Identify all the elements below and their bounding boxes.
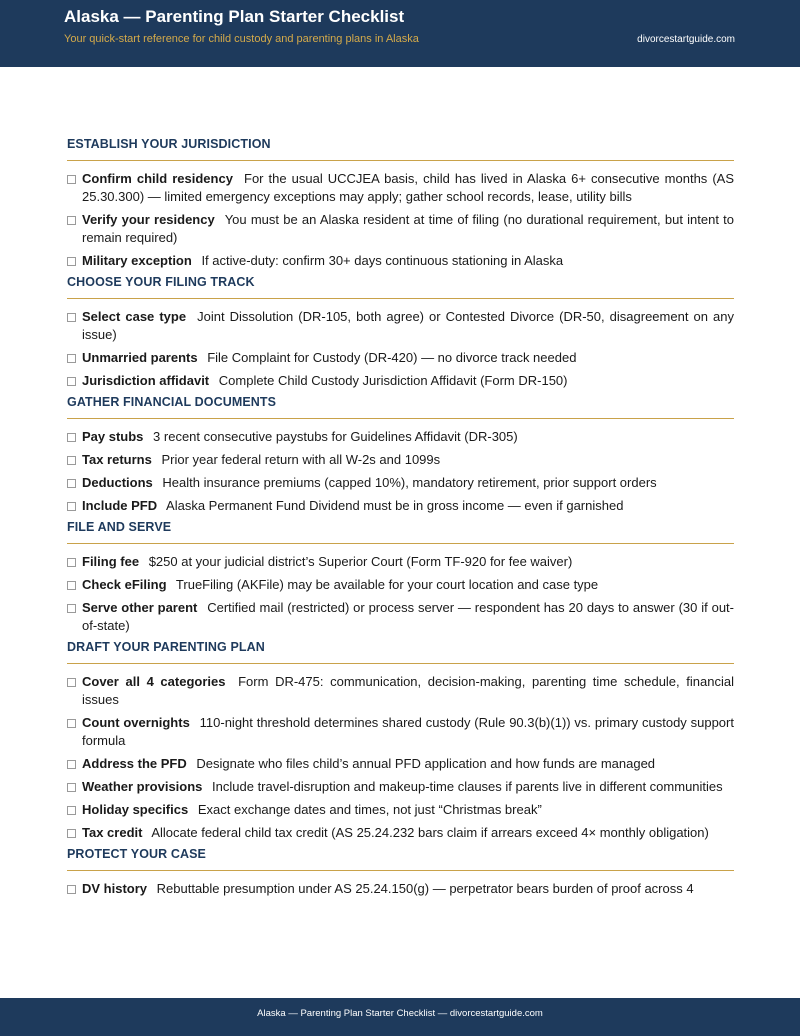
checkbox[interactable]	[67, 354, 76, 363]
item-label: Filing fee	[82, 554, 140, 569]
page-header	[0, 0, 800, 67]
checkbox[interactable]	[67, 479, 76, 488]
item-label: Pay stubs	[82, 429, 144, 444]
section-heading: DRAFT YOUR PARENTING PLAN	[67, 640, 734, 664]
item-text: Designate who files child’s annual PFD application and how funds are managed	[196, 756, 656, 771]
section-heading: ESTABLISH YOUR JURISDICTION	[67, 137, 734, 161]
checklist-content	[67, 137, 734, 975]
checkbox[interactable]	[67, 257, 76, 266]
checklist-item	[67, 801, 734, 819]
checklist-item	[67, 714, 734, 750]
checklist-item	[67, 349, 734, 367]
page-title: Alaska — Parenting Plan Starter Checklist	[64, 7, 405, 26]
checklist-item	[67, 755, 734, 773]
checkbox[interactable]	[67, 581, 76, 590]
item-label: Unmarried parents	[82, 350, 198, 365]
item-text: $250 at your judicial district’s Superior Court (Form TF-920 for fee waiver)	[148, 554, 573, 569]
checkbox[interactable]	[67, 806, 76, 815]
item-label: Weather provisions	[82, 779, 203, 794]
checkbox[interactable]	[67, 885, 76, 894]
checklist-item	[67, 170, 734, 206]
item-label: Jurisdiction affidavit	[82, 373, 210, 388]
item-text: You must be an Alaska resident at time of filing (no durational requirement, but intent to remain required)	[82, 212, 734, 245]
checkbox[interactable]	[67, 216, 76, 225]
item-label: Confirm child residency	[82, 171, 233, 186]
item-label: Deductions	[82, 475, 153, 490]
checklist-item	[67, 824, 734, 842]
checklist-item	[67, 451, 734, 469]
section-draft-parenting-plan	[67, 640, 734, 842]
item-text: If active-duty: confirm 30+ days continuous stationing in Alaska	[201, 253, 564, 268]
checklist-item	[67, 252, 734, 270]
section-heading: CHOOSE YOUR FILING TRACK	[67, 275, 734, 299]
checklist	[67, 673, 734, 842]
item-text: Exact exchange dates and times, not just “Christmas break”	[197, 802, 542, 817]
item-text: Certified mail (restricted) or process server — respondent has 20 days to answer (30 if out-of-state)	[82, 600, 734, 633]
checklist-item	[67, 308, 734, 344]
item-label: Select case type	[82, 309, 187, 324]
section-file-and-serve	[67, 520, 734, 635]
item-text: Alaska Permanent Fund Dividend must be in gross income — even if garnished	[166, 498, 624, 513]
page-footer	[0, 998, 800, 1036]
checkbox[interactable]	[67, 313, 76, 322]
checklist-item	[67, 372, 734, 390]
checkbox[interactable]	[67, 783, 76, 792]
checkbox[interactable]	[67, 719, 76, 728]
checklist	[67, 170, 734, 270]
checklist-item	[67, 474, 734, 492]
checkbox[interactable]	[67, 760, 76, 769]
item-label: Tax credit	[82, 825, 143, 840]
checkbox[interactable]	[67, 558, 76, 567]
checklist-item	[67, 553, 734, 571]
item-text: 3 recent consecutive paystubs for Guidelines Affidavit (DR-305)	[153, 429, 518, 444]
item-text: TrueFiling (AKFile) may be available for your court location and case type	[175, 577, 599, 592]
checklist-item	[67, 778, 734, 796]
section-establish-jurisdiction	[67, 137, 734, 270]
item-text: Complete Child Custody Jurisdiction Affidavit (Form DR-150)	[218, 373, 568, 388]
checklist-item	[67, 211, 734, 247]
checkbox[interactable]	[67, 433, 76, 442]
item-label: Cover all 4 categories	[82, 674, 226, 689]
item-label: Check eFiling	[82, 577, 167, 592]
item-label: Address the PFD	[82, 756, 187, 771]
item-label: Holiday specifics	[82, 802, 189, 817]
item-label: Count overnights	[82, 715, 190, 730]
footer-text: Alaska — Parenting Plan Starter Checklist — divorcestartguide.com	[257, 1008, 543, 1019]
item-label: Include PFD	[82, 498, 158, 513]
item-text: Form DR-475: communication, decision-making, parenting time schedule, financial issues	[82, 674, 734, 707]
checkbox[interactable]	[67, 456, 76, 465]
checklist-item	[67, 880, 734, 898]
checkbox[interactable]	[67, 377, 76, 386]
checklist	[67, 428, 734, 515]
page-subtitle: Your quick-start reference for child custody and parenting plans in Alaska	[64, 33, 419, 45]
item-label: Tax returns	[82, 452, 152, 467]
item-text: Allocate federal child tax credit (AS 25.24.232 bars claim if arrears exceed 4× monthly obligation)	[151, 825, 709, 840]
item-text: Include travel-disruption and makeup-time clauses if parents live in different communities	[212, 779, 723, 794]
item-label: Serve other parent	[82, 600, 198, 615]
item-text: Joint Dissolution (DR-105, both agree) or Contested Divorce (DR-50, disagreement on any issue)	[82, 309, 734, 342]
checklist	[67, 880, 734, 898]
item-text: File Complaint for Custody (DR-420) — no divorce track needed	[207, 350, 577, 365]
checkbox[interactable]	[67, 829, 76, 838]
checkbox[interactable]	[67, 502, 76, 511]
section-protect-your-case	[67, 847, 734, 898]
checklist-item	[67, 599, 734, 635]
item-text: For the usual UCCJEA basis, child has lived in Alaska 6+ consecutive months (AS 25.30.300) — limited emergency exceptions may apply; gather school records, lease, utility bills	[82, 171, 734, 204]
checkbox[interactable]	[67, 604, 76, 613]
section-gather-financial-documents	[67, 395, 734, 515]
item-label: Verify your residency	[82, 212, 215, 227]
item-label: Military exception	[82, 253, 192, 268]
checklist	[67, 308, 734, 390]
item-text: Rebuttable presumption under AS 25.24.150(g) — perpetrator bears burden of proof across 4	[156, 881, 694, 896]
item-text: Health insurance premiums (capped 10%), mandatory retirement, prior support orders	[162, 475, 657, 490]
section-heading: GATHER FINANCIAL DOCUMENTS	[67, 395, 734, 419]
checklist	[67, 553, 734, 635]
checklist-item	[67, 428, 734, 446]
section-heading: FILE AND SERVE	[67, 520, 734, 544]
checklist-item	[67, 497, 734, 515]
item-text: 110-night threshold determines shared custody (Rule 90.3(b)(1)) vs. primary custody support formula	[82, 715, 734, 748]
checklist-item	[67, 576, 734, 594]
section-heading: PROTECT YOUR CASE	[67, 847, 734, 871]
checkbox[interactable]	[67, 175, 76, 184]
item-text: Prior year federal return with all W-2s and 1099s	[161, 452, 441, 467]
item-label: DV history	[82, 881, 148, 896]
checklist-item	[67, 673, 734, 709]
checkbox[interactable]	[67, 678, 76, 687]
site-name: divorcestartguide.com	[637, 34, 735, 45]
section-choose-filing-track	[67, 275, 734, 390]
